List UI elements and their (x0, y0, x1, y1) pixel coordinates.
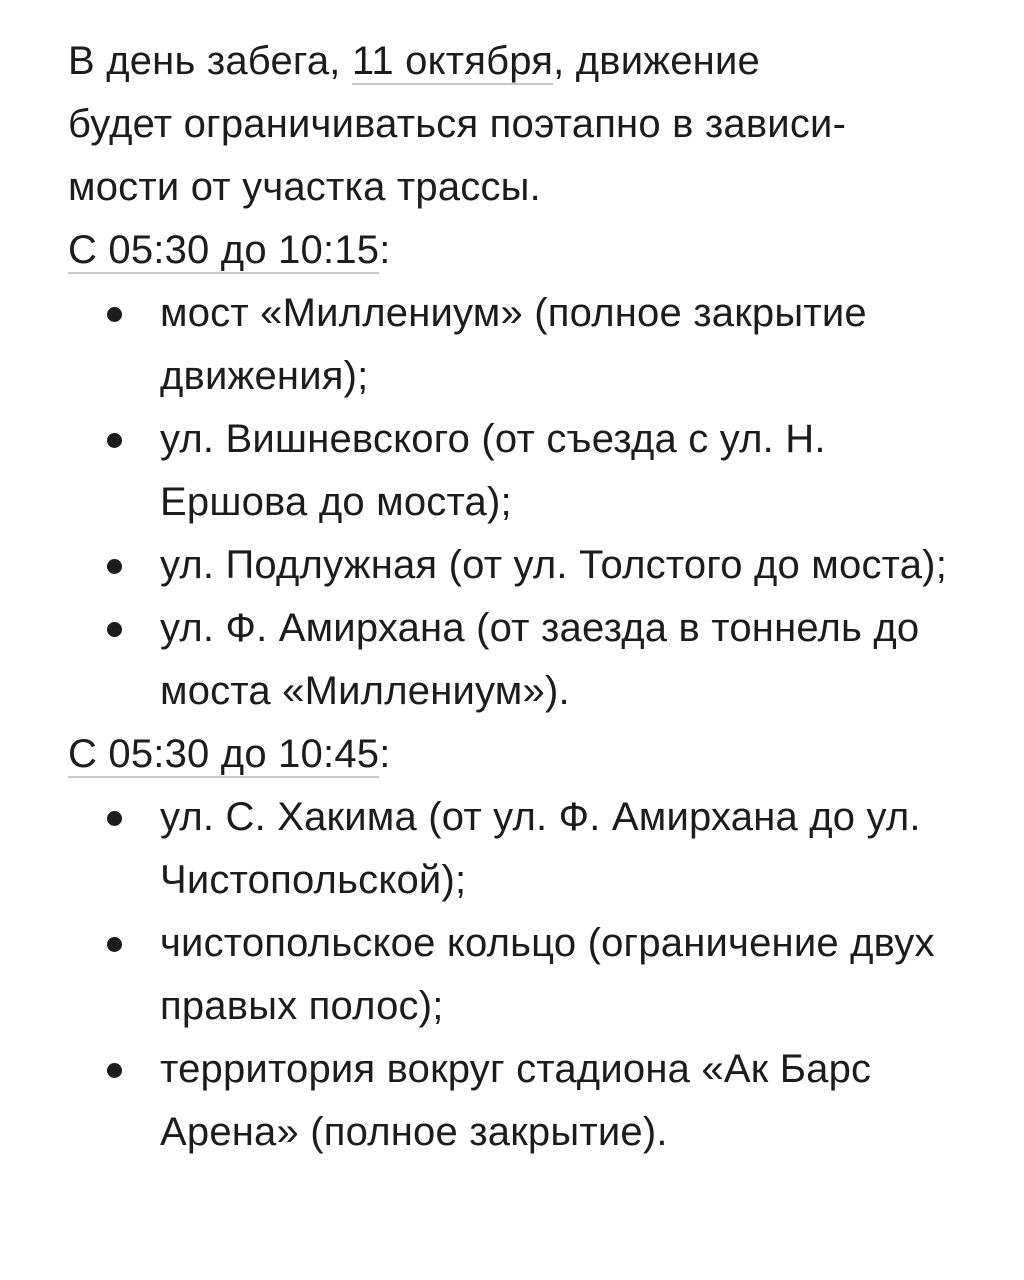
intro-paragraph (68, 30, 968, 219)
time-link-1[interactable]: С 05:30 до 10:15 (68, 228, 380, 272)
intro-line-2: будет ограничиваться поэтапно в зависи- (68, 102, 847, 146)
list-item (160, 597, 968, 723)
time-link-2[interactable]: С 05:30 до 10:45 (68, 732, 380, 776)
list-item-text: ул. Ф. Амирхана (от заезда в тоннель до моста «Миллениум»). (160, 606, 920, 713)
bullet-icon (107, 559, 122, 574)
bullet-icon (107, 1063, 122, 1078)
heading-colon-1: : (379, 228, 391, 272)
bullet-icon (107, 307, 122, 322)
list-item-text: чистопольское кольцо (ограничение двух правых полос); (160, 921, 935, 1028)
list-item-text: ул. Вишневского (от съезда с ул. Н. Ершова до моста); (160, 417, 826, 524)
list-item (160, 282, 968, 408)
list-item-text: ул. Подлужная (от ул. Толстого до моста); (160, 543, 948, 587)
date-link[interactable]: 11 октября (351, 39, 554, 83)
intro-text-end: , движение (553, 39, 760, 83)
list-item (160, 408, 968, 534)
intro-line-3: мости от участка трассы. (68, 165, 541, 209)
document-body (68, 30, 968, 1164)
list-item-text: территория вокруг стадиона «Ак Барс Арена» (полное закрытие). (160, 1047, 872, 1154)
bullet-icon (107, 622, 122, 637)
intro-text-start: В день забега, (68, 39, 352, 83)
bullet-icon (107, 937, 122, 952)
list-item (160, 534, 968, 597)
section-heading-1 (68, 219, 968, 282)
bullet-icon (107, 811, 122, 826)
list-item (160, 1038, 968, 1164)
closure-list-2 (68, 786, 968, 1164)
section-heading-2 (68, 723, 968, 786)
heading-colon-2: : (379, 732, 391, 776)
list-item-text: мост «Миллениум» (полное закрытие движения); (160, 291, 867, 398)
list-item (160, 912, 968, 1038)
closure-list-1 (68, 282, 968, 723)
list-item (160, 786, 968, 912)
list-item-text: ул. С. Хакима (от ул. Ф. Амирхана до ул. Чистопольской); (160, 795, 921, 902)
bullet-icon (107, 433, 122, 448)
